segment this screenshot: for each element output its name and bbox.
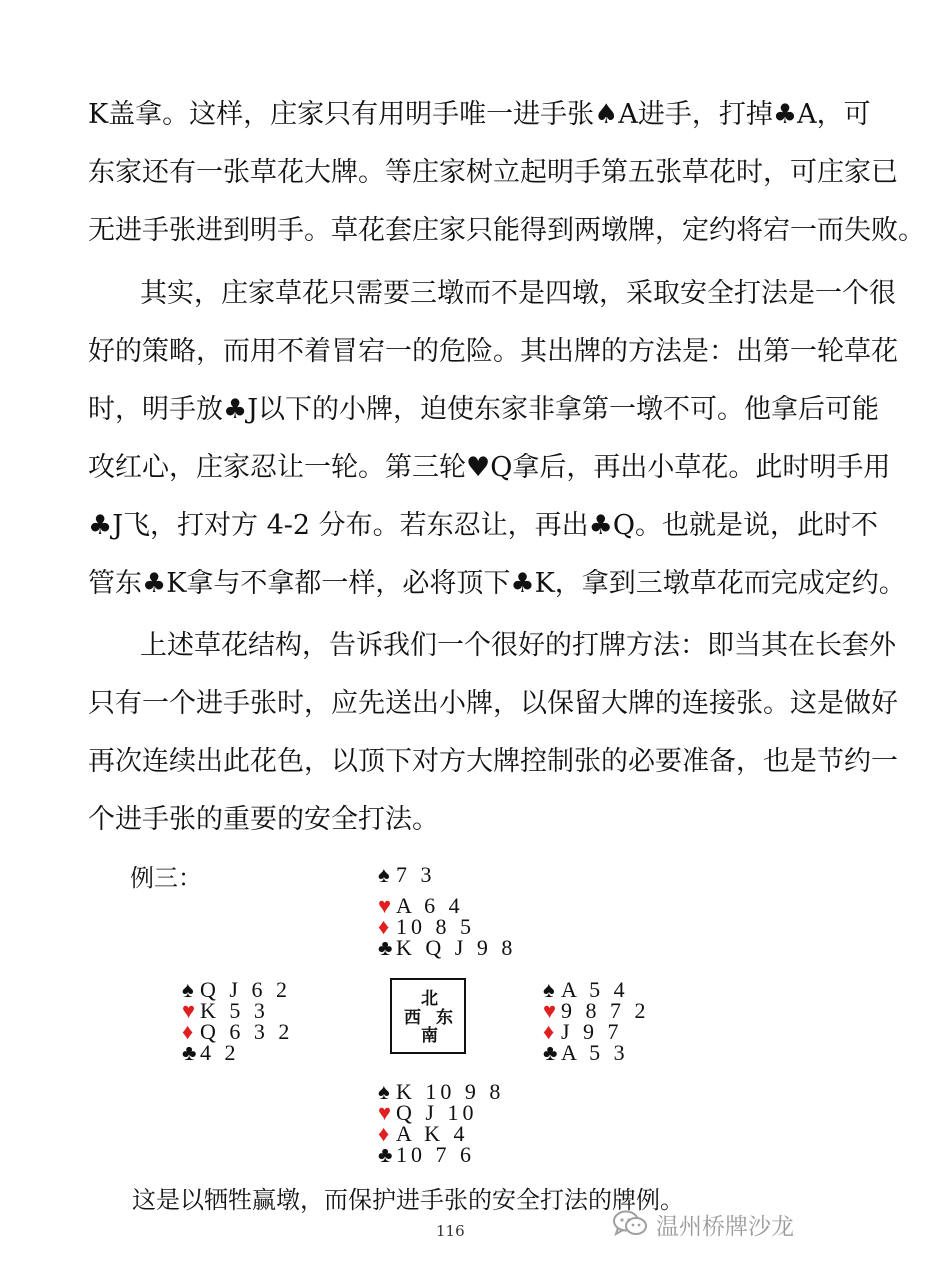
west-hand xyxy=(182,979,293,1063)
text-line: 上述草花结构，告诉我们一个很好的打牌方法：即当其在长套外 xyxy=(140,630,896,661)
text-line: 攻红心，庄家忍让一轮。第三轮♥Q拿后，再出小草花。此时明手用 xyxy=(88,452,891,483)
text-line: 其实，庄家草花只需要三墩而不是四墩，采取安全打法是一个很 xyxy=(140,278,896,309)
spade-icon: ♠ xyxy=(182,977,194,1002)
heart-icon: ♥ xyxy=(378,893,392,918)
text-line: 只有一个进手张时，应先送出小牌，以保留大牌的连接张。这是做好 xyxy=(88,688,898,719)
heart-icon: ♥ xyxy=(378,1100,392,1125)
club-icon: ♣ xyxy=(182,1040,197,1065)
compass-east: 东 xyxy=(436,1008,453,1028)
east-spades: ♠ A 5 4 xyxy=(543,977,629,1002)
text-line: 好的策略，而用不着冒宕一的危险。其出牌的方法是：出第一轮草花 xyxy=(88,336,898,367)
west-spades: ♠ Q J 6 2 xyxy=(182,977,291,1002)
west-clubs: ♣ 4 2 xyxy=(182,1040,240,1065)
club-icon: ♣ xyxy=(543,1040,558,1065)
west-hearts: ♥ K 5 3 xyxy=(182,998,269,1023)
wechat-bubble-icon xyxy=(612,1210,648,1238)
heart-icon: ♥ xyxy=(543,998,557,1023)
east-clubs: ♣ A 5 3 xyxy=(543,1040,629,1065)
text-line: 管东♣K拿与不拿都一样，必将顶下♣K，拿到三墩草花而完成定约。 xyxy=(88,568,906,599)
east-hearts: ♥ 9 8 7 2 xyxy=(543,998,650,1023)
text-line: 个进手张的重要的安全打法。 xyxy=(88,804,439,835)
spade-icon: ♠ xyxy=(378,1079,390,1104)
north-hand xyxy=(378,864,516,958)
closing-sentence: 这是以牺牲赢墩，而保护进手张的安全打法的牌例。 xyxy=(132,1186,684,1214)
compass-west: 西 xyxy=(404,1008,421,1028)
example-label: 例三： xyxy=(130,864,202,892)
club-icon: ♣ xyxy=(378,1142,393,1167)
east-diamonds: ♦ J 9 7 xyxy=(543,1019,623,1044)
north-hearts: ♥ A 6 4 xyxy=(378,893,464,918)
spade-icon: ♠ xyxy=(543,977,555,1002)
compass-south: 南 xyxy=(421,1026,438,1046)
north-diamonds: ♦ 10 8 5 xyxy=(378,914,475,939)
text-line: 无进手张进到明手。草花套庄家只能得到两墩牌，定约将宕一而失败。 xyxy=(88,215,925,246)
compass-box xyxy=(390,978,466,1054)
heart-icon: ♥ xyxy=(182,998,196,1023)
text-line: ♣J飞，打对方 4-2 分布。若东忍让，再出♣Q。也就是说，此时不 xyxy=(88,510,879,541)
paragraph-3 xyxy=(88,617,898,849)
south-hearts: ♥ Q J 10 xyxy=(378,1100,478,1125)
spade-icon: ♠ xyxy=(378,862,390,887)
diamond-icon: ♦ xyxy=(182,1019,194,1044)
watermark xyxy=(612,1206,794,1242)
compass-north: 北 xyxy=(421,989,438,1009)
south-clubs: ♣ 10 7 6 xyxy=(378,1142,475,1167)
text-line: 东家还有一张草花大牌。等庄家树立起明手第五张草花时，可庄家已 xyxy=(88,157,898,188)
north-clubs: ♣ K Q J 9 8 xyxy=(378,935,517,960)
diamond-icon: ♦ xyxy=(543,1019,555,1044)
page-number: 116 xyxy=(436,1222,465,1240)
watermark-text: 温州桥牌沙龙 xyxy=(656,1213,794,1240)
east-hand xyxy=(543,979,650,1063)
paragraph-1 xyxy=(88,86,925,260)
diamond-icon: ♦ xyxy=(378,914,390,939)
south-spades: ♠ K 10 9 8 xyxy=(378,1079,505,1104)
text-line: 再次连续出此花色，以顶下对方大牌控制张的必要准备，也是节约一 xyxy=(88,746,898,777)
club-icon: ♣ xyxy=(378,935,393,960)
diamond-icon: ♦ xyxy=(378,1121,390,1146)
paragraph-2 xyxy=(88,265,906,613)
text-line: K盖拿。这样，庄家只有用明手唯一进手张♠A进手，打掉♣A，可 xyxy=(88,99,871,130)
west-diamonds: ♦ Q 6 3 2 xyxy=(182,1019,294,1044)
text-line: 时，明手放♣J以下的小牌，迫使东家非拿第一墩不可。他拿后可能 xyxy=(88,394,880,425)
south-hand xyxy=(378,1081,504,1165)
south-diamonds: ♦ A K 4 xyxy=(378,1121,469,1146)
north-spades: ♠ 7 3 xyxy=(378,862,436,887)
